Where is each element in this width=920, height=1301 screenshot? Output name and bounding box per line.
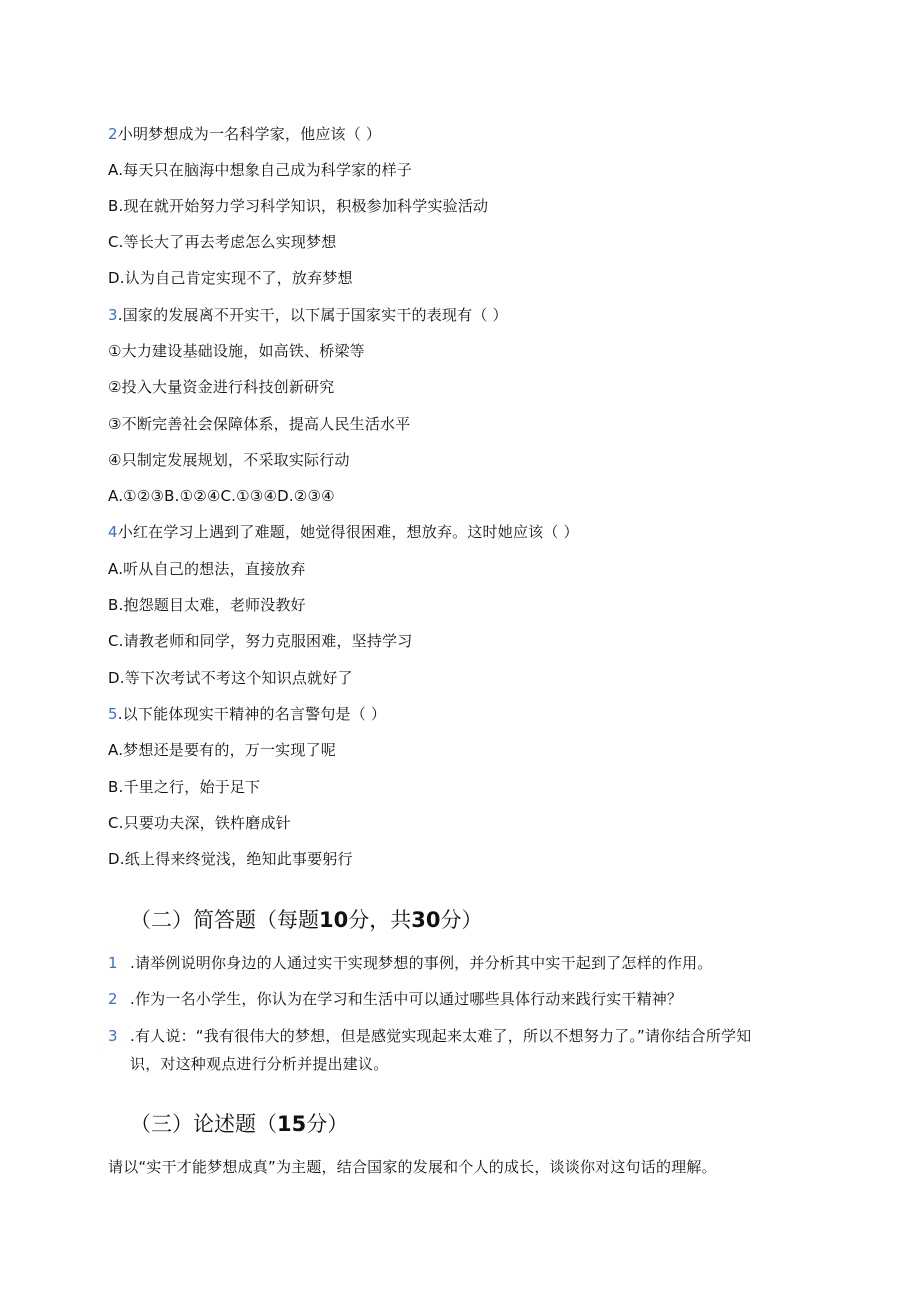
- q4-option-a: A.听从自己的想法，直接放弃: [108, 560, 306, 578]
- q3-options: A.①②③B.①②④C.①③④D.②③④: [108, 487, 335, 505]
- q5-stem: 5.以下能体现实干精神的名言警句是（ ）: [108, 705, 387, 723]
- q3-stem: 3.国家的发展离不开实干，以下属于国家实干的表现有（ ）: [108, 306, 508, 324]
- q2-option-a: A.每天只在脑海中想象自己成为科学家的样子: [108, 161, 412, 179]
- sa-q3-text: .有人说：“我有很伟大的梦想，但是感觉实现起来太难了，所以不想努力了。”请你结合所学知: [130, 1027, 752, 1045]
- sa-q3-text-continued: 识，对这种观点进行分析并提出建议。: [130, 1055, 389, 1073]
- q4-number: 4: [108, 523, 118, 541]
- q3-item-4: ④只制定发展规划，不采取实际行动: [108, 451, 350, 469]
- q2-stem: 2小明梦想成为一名科学家，他应该（ ）: [108, 125, 382, 143]
- section3-heading: （三）论述题（15分）: [130, 1112, 349, 1136]
- sa-q2-text: .作为一名小学生，你认为在学习和生活中可以通过哪些具体行动来践行实干精神？: [130, 990, 683, 1008]
- q5-number: 5: [108, 705, 118, 723]
- q3-item-3: ③不断完善社会保障体系，提高人民生活水平: [108, 415, 411, 433]
- q5-option-c: C.只要功夫深，铁杵磨成针: [108, 814, 291, 832]
- sa-q3-number: 3: [108, 1027, 118, 1045]
- q2-option-b: B.现在就开始努力学习科学知识，积极参加科学实验活动: [108, 197, 489, 215]
- q5-option-d: D.纸上得来终觉浅，绝知此事要躬行: [108, 850, 353, 868]
- q4-option-c: C.请教老师和同学，努力克服困难，坚持学习: [108, 632, 413, 650]
- q2-number: 2: [108, 125, 118, 143]
- q5-option-b: B.千里之行，始于足下: [108, 778, 261, 796]
- sa-q1-text: .请举例说明你身边的人通过实干实现梦想的事例，并分析其中实干起到了怎样的作用。: [130, 954, 713, 972]
- q3-number: 3: [108, 306, 118, 324]
- sa-q2-number: 2: [108, 990, 118, 1008]
- q5-option-a: A.梦想还是要有的，万一实现了呢: [108, 741, 336, 759]
- section3-prompt: 请以“实干才能梦想成真”为主题，结合国家的发展和个人的成长，谈谈你对这句话的理解。: [108, 1158, 717, 1176]
- q3-item-1: ①大力建设基础设施，如高铁、桥梁等: [108, 342, 365, 360]
- q2-option-c: C.等长大了再去考虑怎么实现梦想: [108, 233, 337, 251]
- q4-stem: 4小红在学习上遇到了难题，她觉得很困难，想放弃。这时她应该（ ）: [108, 523, 579, 541]
- q4-option-b: B.抱怨题目太难，老师没教好: [108, 596, 306, 614]
- q3-item-2: ②投入大量资金进行科技创新研究: [108, 378, 335, 396]
- q4-option-d: D.等下次考试不考这个知识点就好了: [108, 669, 353, 687]
- q2-option-d: D.认为自己肯定实现不了，放弃梦想: [108, 269, 353, 287]
- sa-q1-number: 1: [108, 954, 118, 972]
- section2-heading: （二）简答题（每题10分，共30分）: [130, 908, 483, 932]
